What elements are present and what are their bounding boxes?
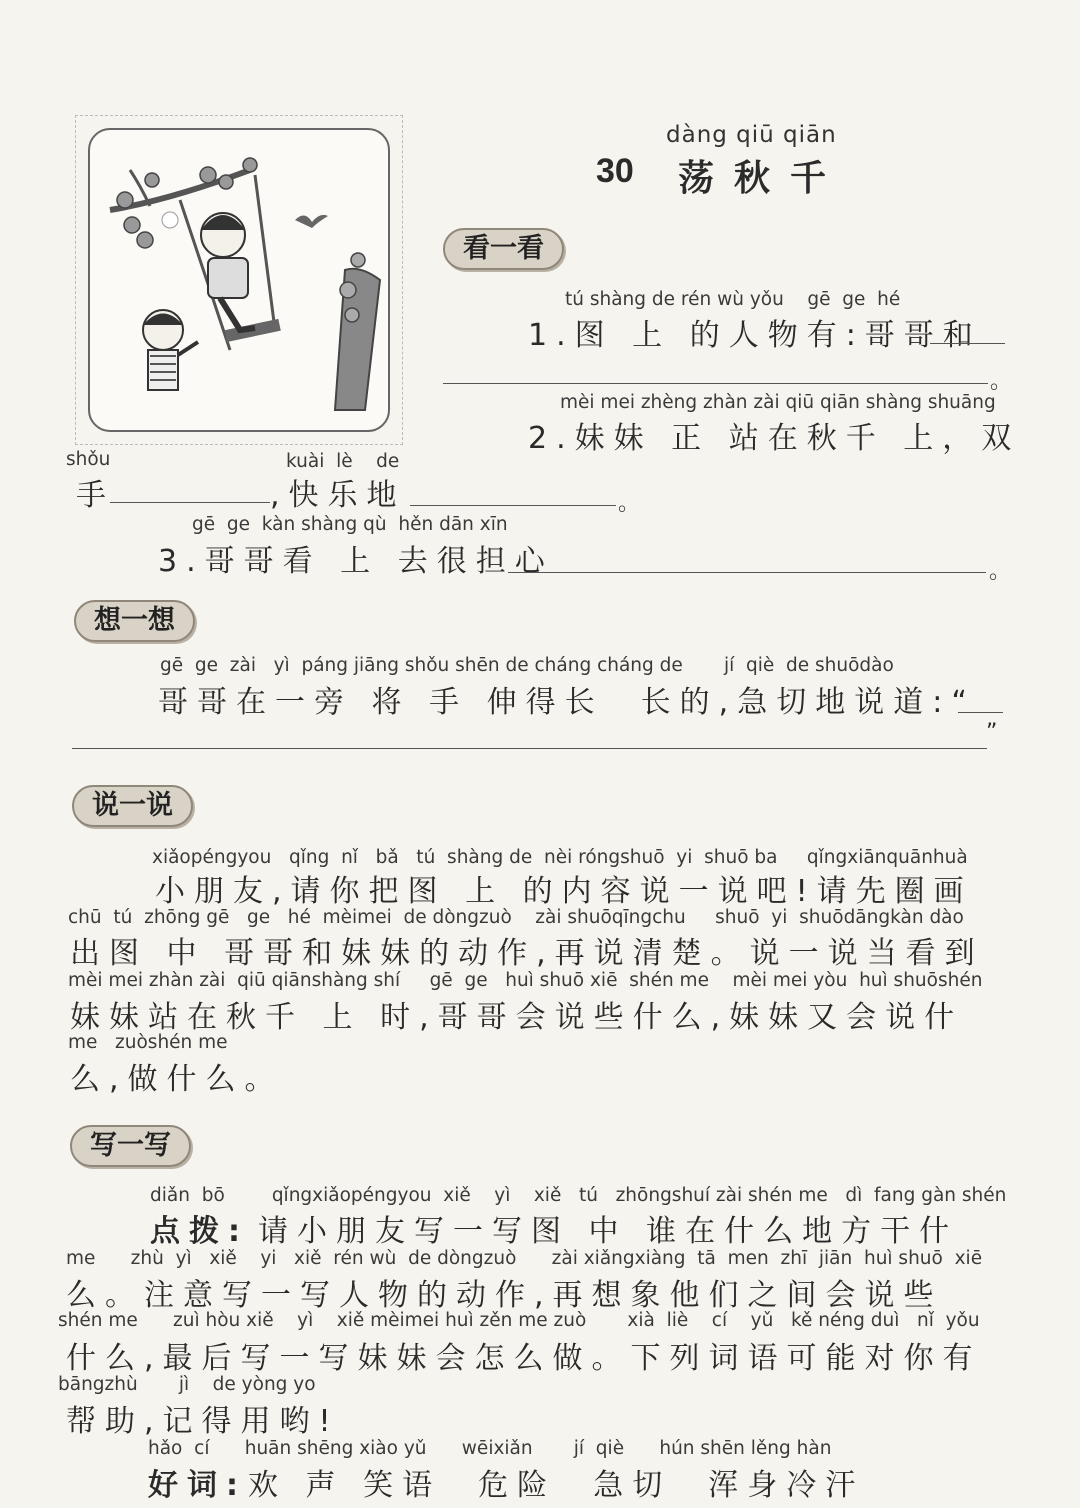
children-swing-icon [90,130,390,432]
think-blank-b[interactable] [72,748,987,749]
write-pinyin-3: shén me zuì hòu xiě yì xiě mèimei huì zěn me zuò xià liè cí yǔ kě néng duì nǐ yǒu [58,1310,980,1331]
q3-blank[interactable] [508,572,986,573]
q1-blank-a[interactable] [930,343,1005,344]
section-look-badge: 看一看 [443,228,564,270]
q1-blank-b[interactable] [443,383,988,384]
section-think-badge: 想一想 [74,600,195,642]
good-words-list: 欢 声 笑语 危险 急切 浑身冷汗 [248,1468,865,1503]
write-pinyin-1: diǎn bō qǐngxiǎopéngyou xiě yì xiě tú zhōngshuí zài shén me dì fang gàn shén [150,1185,1007,1206]
write-line-2: 么。注意写一写人物的动作,再想象他们之间会说些 [66,1278,943,1313]
write-line-1: 请小朋友写一写图 中 谁在什么地方干什 [258,1214,959,1249]
say-line-2: 出图 中 哥哥和妹妹的动作,再说清楚。说一说当看到 [70,936,984,971]
say-pinyin-3: mèi mei zhàn zài qiū qiānshàng shí gē ge huì shuō xiē shén me mèi mei yòu huì shuōshén [68,970,983,991]
good-words-label: 好词: [148,1468,247,1503]
q2-blank-a[interactable] [110,502,270,503]
say-line-4: 么,做什么。 [70,1062,284,1097]
title-pinyin: dàng qiū qiān [666,122,837,148]
section-say-badge: 说一说 [72,785,193,827]
think-blank-a[interactable] [958,712,1003,713]
section-write-badge: 写一写 [70,1125,191,1167]
say-pinyin-4: me zuòshén me [68,1032,228,1053]
say-pinyin-2: chū tú zhōng gē ge hé mèimei de dòngzuò zài shuōqīngchu shuō yi shuōdāngkàn dào [68,907,964,928]
write-line-3: 什么,最后写一写妹妹会怎么做。下列词语可能对你有 [66,1341,982,1376]
page-title: 荡秋千 [678,158,847,199]
q2-pinyin: mèi mei zhèng zhàn zài qiū qiān shàng shuāng [560,392,996,413]
write-pinyin-5: hǎo cí huān shēng xiào yǔ wēixiǎn jí qiè hún shēn lěng hàn [148,1438,832,1459]
lesson-number: 30 [596,152,634,190]
say-line-1: 小朋友,请你把图 上 的内容说一说吧!请先圈画 [155,874,973,909]
q1-pinyin: tú shàng de rén wù yǒu gē ge hé [565,289,901,310]
swing-illustration [75,115,403,445]
write-pinyin-2: me zhù yì xiě yi xiě rén wù de dòngzuò zài xiǎngxiàng tā men zhī jiān huì shuō xiē [66,1248,983,1269]
say-line-3: 妹妹站在秋千 上 时,哥哥会说些什么,妹妹又会说什 [70,1000,964,1035]
q2-blank-b[interactable] [410,505,616,506]
q2b-pinyin-2: kuài lè de [286,451,400,472]
think-pinyin: gē ge zài yì páng jiāng shǒu shēn de cháng cháng de jí qiè de shuōdào [160,655,894,676]
write-pinyin-4: bāngzhù jì de yòng yo [58,1374,316,1395]
illustration-frame [88,128,390,432]
q2b-text-2: ,快乐地 [270,478,406,513]
think-close-quote: ” [986,720,998,745]
q2-period: 。 [618,491,641,516]
q3-text: 3.哥哥看 上 去很担心 [158,544,554,579]
q3-pinyin: gē ge kàn shàng qù hěn dān xīn [192,514,508,535]
q2b-pinyin-1: shǒu [66,449,111,470]
write-hint-label: 点拨: [150,1214,249,1249]
think-text: 哥哥在一旁 将 手 伸得长 长的,急切地说道:“ [158,685,976,720]
say-pinyin-1: xiǎopéngyou qǐng nǐ bǎ tú shàng de nèi róngshuō yi shuō ba qǐngxiānquānhuà [152,847,968,868]
q2b-text-1: 手 [76,478,115,513]
write-line-4: 帮助,记得用哟! [66,1404,340,1439]
q2-text: 2.妹妹 正 站在秋千 上，双 [528,421,1021,456]
q3-period: 。 [989,559,1012,584]
q1-period: 。 [990,369,1013,394]
q1-text: 1.图 上 的人物有:哥哥和 [528,318,982,353]
